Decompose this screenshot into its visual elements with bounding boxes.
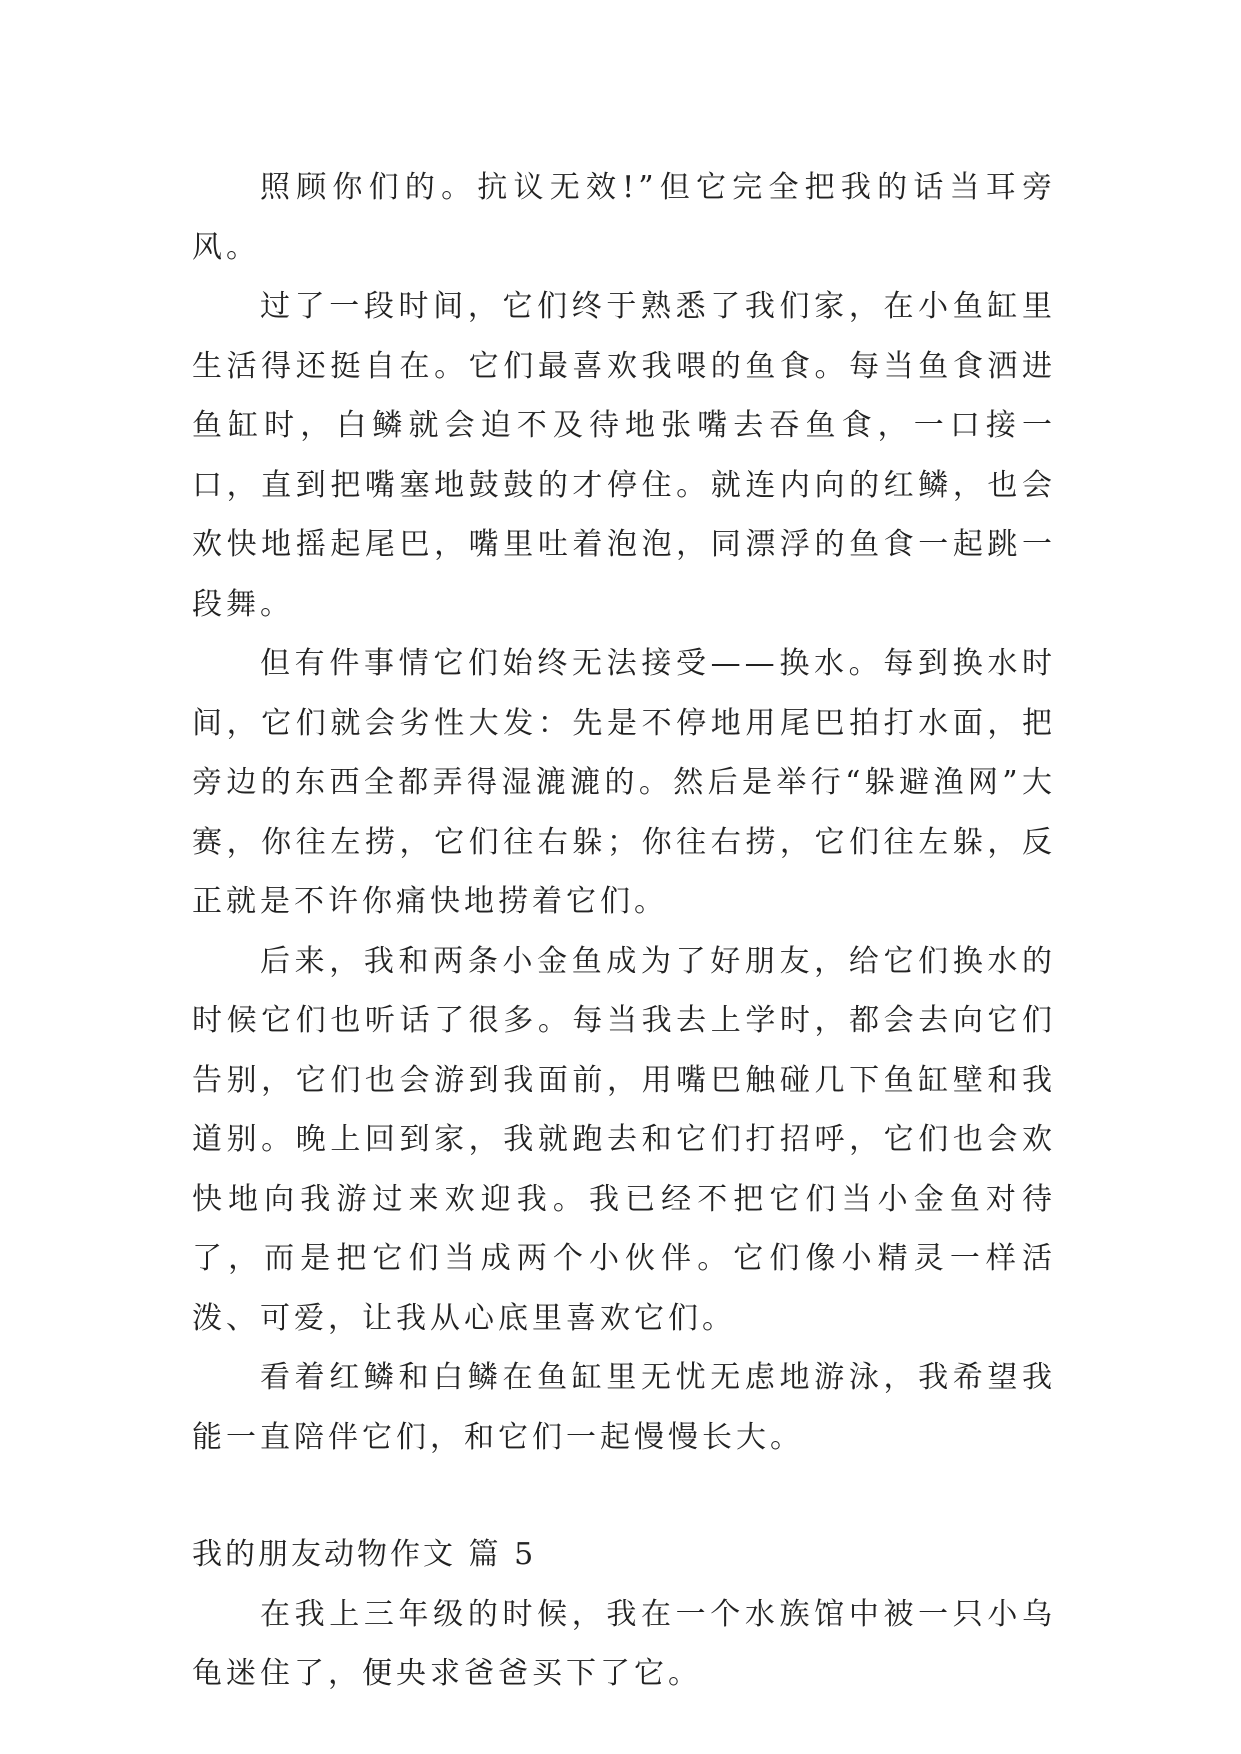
- paragraph: 看着红鳞和白鳞在鱼缸里无忧无虑地游泳，我希望我能一直陪伴它们，和它们一起慢慢长大。: [192, 1360, 1056, 1455]
- section-heading: 我的朋友动物作文 篇 5: [192, 1537, 537, 1572]
- paragraph: 过了一段时间，它们终于熟悉了我们家，在小鱼缸里生活得还挺自在。它们最喜欢我喂的鱼食。每当鱼食洒进鱼缸时，白鳞就会迫不及待地张嘴去吞鱼食，一口接一口，直到把嘴塞地鼓鼓的才停住。就连内向的红鳞，也会欢快地摇起尾巴，嘴里吐着泡泡，同漂浮的鱼食一起跳一段舞。: [192, 289, 1056, 622]
- paragraph: 在我上三年级的时候，我在一个水族馆中被一只小乌龟迷住了，便央求爸爸买下了它。: [192, 1596, 1056, 1691]
- paragraph: 但有件事情它们始终无法接受——换水。每到换水时间，它们就会劣性大发：先是不停地用尾巴拍打水面，把旁边的东西全都弄得湿漉漉的。然后是举行“躲避渔网”大赛，你往左捞，它们往右躲；你往右捞，它们往左躲，反正就是不许你痛快地捞着它们。: [192, 646, 1056, 919]
- paragraph: 后来，我和两条小金鱼成为了好朋友，给它们换水的时候它们也听话了很多。每当我去上学时，都会去向它们告别，它们也会游到我面前，用嘴巴触碰几下鱼缸壁和我道别。晚上回到家，我就跑去和它们打招呼，它们也会欢快地向我游过来欢迎我。我已经不把它们当小金鱼对待了，而是把它们当成两个小伙伴。它们像小精灵一样活泼、可爱，让我从心底里喜欢它们。: [192, 943, 1056, 1336]
- document-body: [192, 158, 1056, 1704]
- paragraph: 照顾你们的。抗议无效!”但它完全把我的话当耳旁风。: [192, 170, 1056, 265]
